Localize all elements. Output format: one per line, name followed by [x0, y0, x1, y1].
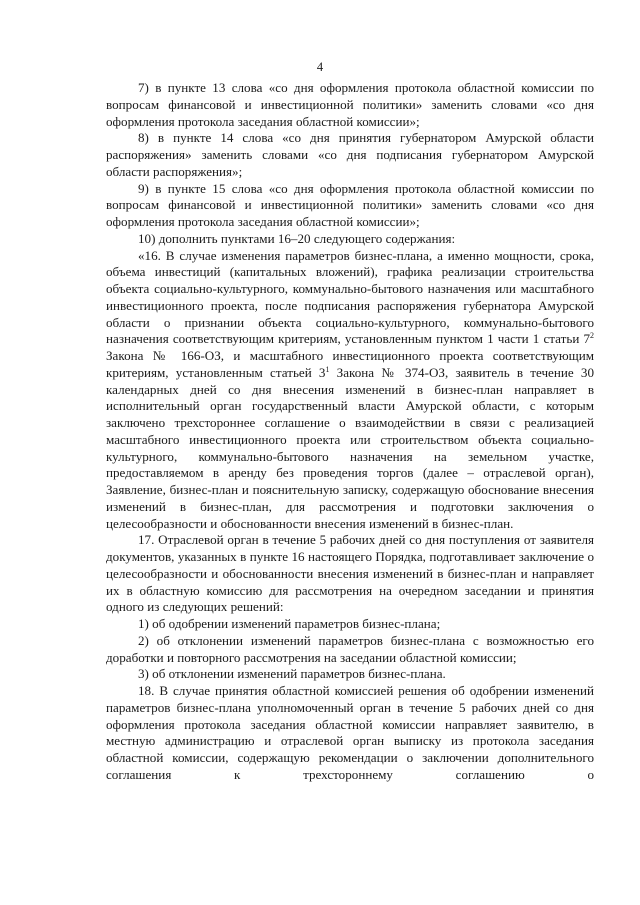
paragraph-point-18: 18. В случае принятия областной комиссией решения об одобрении изменений параметров бизнес-плана уполномоченный орган в течение 5 рабочих дней со дня оформления протокола заседания областной комиссии направляет заявителю, в местную администрацию и отраслевой орган выписку из протокола заседания областной комиссии, содержащую рекомендации о заключении дополнительного соглашения к трехстороннему соглашению о: [106, 683, 594, 782]
paragraph-item-10: 10) дополнить пунктами 16–20 следующего содержания:: [138, 230, 456, 246]
document-body: [106, 80, 594, 784]
decision-option-1: 1) об одобрении изменений параметров бизнес-плана;: [138, 616, 441, 631]
point-16-text-b: Закона № 166-ОЗ, и масштабного инвестиционного проекта соответствующим критериям, установленным статьей 3: [106, 348, 594, 380]
paragraph-item-8: 8) в пункте 14 слова «со дня принятия губернатором Амурской области распоряжения» заменить словами «со дня подписания губернатором Амурской области распоряжения»;: [106, 130, 594, 179]
superscript-1: 1: [325, 364, 330, 374]
paragraph-point-17: 17. Отраслевой орган в течение 5 рабочих дней со дня поступления от заявителя документов, указанных в пункте 16 настоящего Порядка, подготавливает заключение о целесообразности и обоснованности внесения изменений в бизнес-план и направляет их в областную комиссию для рассмотрения на очередном заседании и принятия одного из следующих решений:: [106, 532, 594, 615]
point-16-text-c: Закона № 374-ОЗ, заявитель в течение 30 календарных дней со дня внесения изменений в бизнес-план направляет в исполнительный орган государственный власти Амурской области, с которым заключено трехстороннее соглашение о взаимодействии в связи с реализацией масштабного инвестиционного проекта или строительством объекта социально-культурного, коммунально-бытового назначения на земельном участке, предоставляемом в аренду без проведения торгов (далее – отраслевой орган), Заявление, бизнес-план и пояснительную записку, содержащую обоснование внесения изменений в бизнес-план, для рассмотрения и подготовки заключения о целесообразности и обоснованности внесения изменений в бизнес-план.: [106, 364, 594, 531]
decision-option-2: 2) об отклонении изменений параметров бизнес-плана с возможностью его доработки и повторного рассмотрения на заседании областной комиссии;: [106, 632, 594, 665]
paragraph-item-9: 9) в пункте 15 слова «со дня оформления протокола областной комиссии по вопросам финансовой и инвестиционной политики» заменить словами «со дня оформления протокола заседания областной комиссии»;: [106, 180, 594, 229]
decision-option-3: 3) об отклонении изменений параметров бизнес-плана.: [138, 666, 446, 682]
paragraph-item-7: 7) в пункте 13 слова «со дня оформления протокола областной комиссии по вопросам финансовой и инвестиционной политики» заменить словами «со дня оформления протокола заседания областной комиссии»;: [106, 80, 594, 129]
page-number: 4: [316, 60, 324, 74]
paragraph-point-16: [106, 248, 594, 533]
superscript-2: 2: [590, 331, 594, 341]
point-16-text-a: «16. В случае изменения параметров бизнес-плана, а именно мощности, срока, объема инвестиций (капитальных вложений), графика реализации строительства объекта социально-культурного, коммунально-бытового назначения или масштабного инвестиционного проекта, после подписания распоряжения губернатора Амурской области о признании объекта социально-культурного, коммунально-бытового назначения соответствующим критериям, установленным пунктом 1 части 1 статьи 7: [106, 247, 594, 347]
